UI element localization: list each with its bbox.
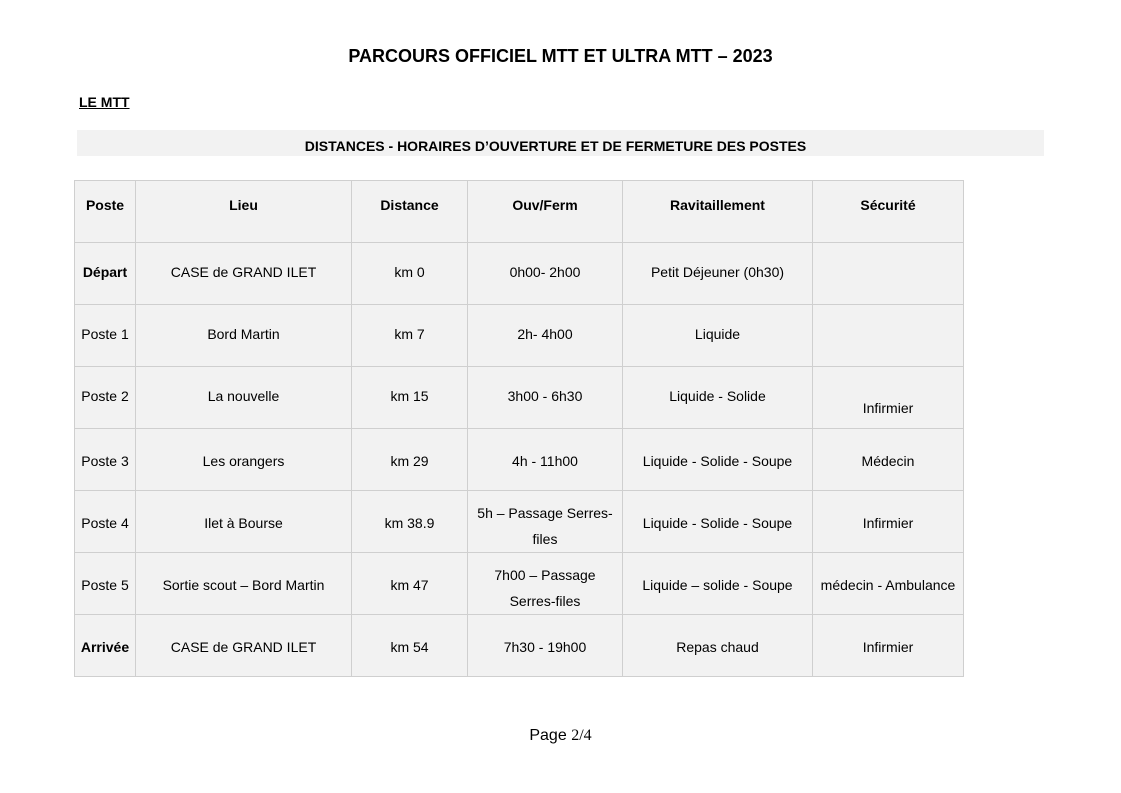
table-row <box>75 615 964 677</box>
cell-lieu: Ilet à Bourse <box>136 491 352 553</box>
cell-lieu: Sortie scout – Bord Martin <box>136 553 352 615</box>
cell-securite <box>813 367 964 429</box>
cell-ouv-ferm: 7h30 - 19h00 <box>468 615 623 677</box>
page-number: 2/4 <box>571 727 592 744</box>
cell-ravitaillement: Liquide - Solide <box>623 367 813 429</box>
cell-securite <box>813 305 964 367</box>
cell-distance: km 7 <box>352 305 468 367</box>
cell-distance: km 15 <box>352 367 468 429</box>
cell-ouv-ferm: 3h00 - 6h30 <box>468 367 623 429</box>
cell-poste: Poste 3 <box>75 429 136 491</box>
cell-securite-text: Infirmier <box>862 400 914 416</box>
cell-ouv-ferm: 2h- 4h00 <box>468 305 623 367</box>
cell-ouv-ferm: 7h00 – Passage Serres-files <box>468 553 623 615</box>
cell-lieu: Bord Martin <box>136 305 352 367</box>
table-row <box>75 491 964 553</box>
cell-ravitaillement: Liquide – solide - Soupe <box>623 553 813 615</box>
table-header-row <box>75 181 964 243</box>
cell-poste: Arrivée <box>75 615 136 677</box>
table-row <box>75 367 964 429</box>
cell-securite <box>813 243 964 305</box>
cell-distance: km 0 <box>352 243 468 305</box>
table-row <box>75 305 964 367</box>
cell-distance: km 38.9 <box>352 491 468 553</box>
cell-lieu: La nouvelle <box>136 367 352 429</box>
cell-ravitaillement: Liquide - Solide - Soupe <box>623 491 813 553</box>
header-ravitaillement: Ravitaillement <box>623 181 813 243</box>
table-row <box>75 429 964 491</box>
cell-ouv-ferm: 5h – Passage Serres-files <box>468 491 623 553</box>
cell-distance: km 54 <box>352 615 468 677</box>
page-title: PARCOURS OFFICIEL MTT ET ULTRA MTT – 2023 <box>348 46 773 66</box>
cell-ravitaillement: Liquide - Solide - Soupe <box>623 429 813 491</box>
banner-text: DISTANCES - HORAIRES D’OUVERTURE ET DE FERMETURE DES POSTES <box>304 138 807 154</box>
cell-securite: Infirmier <box>813 491 964 553</box>
cell-securite: Médecin <box>813 429 964 491</box>
cell-distance: km 29 <box>352 429 468 491</box>
section-banner <box>77 130 1044 156</box>
cell-poste: Poste 1 <box>75 305 136 367</box>
cell-ravitaillement: Liquide <box>623 305 813 367</box>
header-lieu: Lieu <box>136 181 352 243</box>
header-securite: Sécurité <box>813 181 964 243</box>
header-poste: Poste <box>75 181 136 243</box>
cell-ravitaillement: Repas chaud <box>623 615 813 677</box>
table-row <box>75 553 964 615</box>
cell-lieu: CASE de GRAND ILET <box>136 243 352 305</box>
stations-table <box>74 180 964 677</box>
cell-lieu: Les orangers <box>136 429 352 491</box>
cell-ravitaillement: Petit Déjeuner (0h30) <box>623 243 813 305</box>
header-ouv-ferm: Ouv/Ferm <box>468 181 623 243</box>
header-distance: Distance <box>352 181 468 243</box>
cell-lieu: CASE de GRAND ILET <box>136 615 352 677</box>
cell-ouv-ferm: 4h - 11h00 <box>468 429 623 491</box>
cell-distance: km 47 <box>352 553 468 615</box>
cell-poste: Poste 4 <box>75 491 136 553</box>
cell-poste: Poste 5 <box>75 553 136 615</box>
cell-securite: médecin - Ambulance <box>813 553 964 615</box>
cell-securite: Infirmier <box>813 615 964 677</box>
page-footer <box>0 727 1121 745</box>
cell-poste: Poste 2 <box>75 367 136 429</box>
cell-ouv-ferm: 0h00- 2h00 <box>468 243 623 305</box>
cell-poste: Départ <box>75 243 136 305</box>
page-label: Page <box>529 727 567 744</box>
section-label: LE MTT <box>79 94 130 110</box>
table-row <box>75 243 964 305</box>
